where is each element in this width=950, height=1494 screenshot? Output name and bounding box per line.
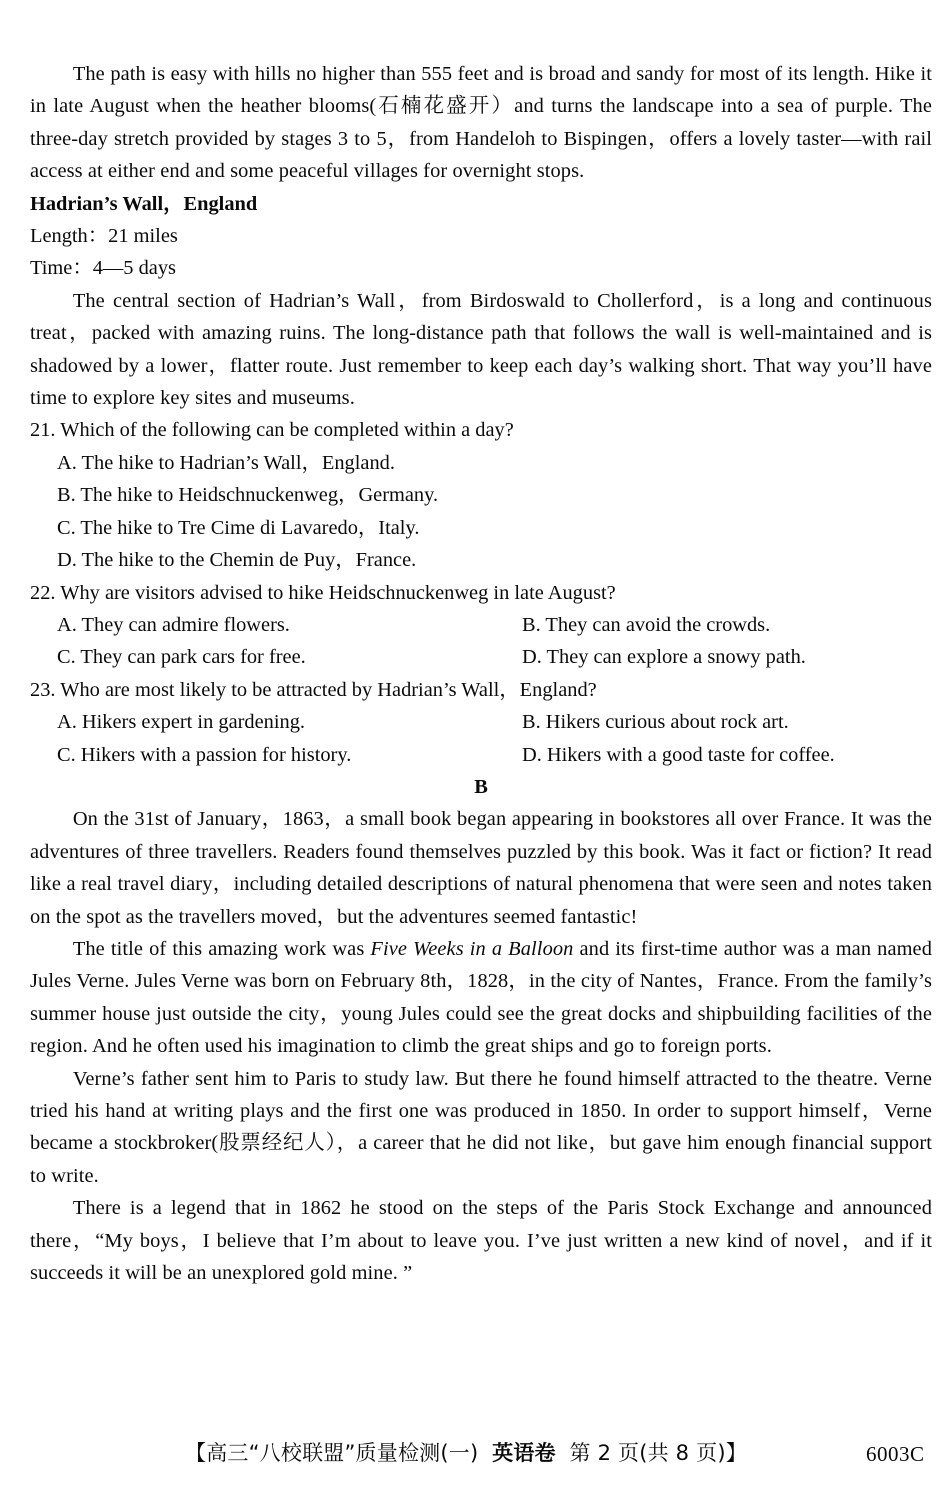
question-23-options-row-1 (30, 706, 932, 738)
page-footer (0, 1438, 950, 1478)
section-b-paragraph-4: There is a legend that in 1862 he stood on the steps of the Paris Stock Exchange and announced there，“My boys，I believe that I’m about to leave you. I’ve just written a new kind of novel，and if it succeeds it will be an unexplored gold mine. ” (30, 1197, 932, 1285)
question-22-stem: 22. Why are visitors advised to hike Heidschnuckenweg in late August? (30, 581, 616, 604)
book-title-five-weeks-in-a-balloon: Five Weeks in a Balloon (370, 937, 574, 960)
page-content (30, 58, 932, 1289)
footer-subject: 英语卷 (492, 1441, 556, 1465)
question-21-option-b[interactable]: B. The hike to Heidschnuckenweg，Germany. (57, 484, 439, 507)
balloon-text-after: and its first-time author was a man named Jules Verne. Jules Verne was born on February 8th，1828，in the city of Nantes，France. From the family’s summer house just outside the city，young Jules could see the great docks and shipbuilding facilities of the region. And he often used his imagination to climb the great ships and go to foreign ports. (30, 937, 933, 1058)
section-b-paragraph-1: On the 31st of January，1863，a small book began appearing in bookstores all over France. It was the adventures of three travellers. Readers found themselves puzzled by this book. Was it fact or fiction? It read like a real travel diary，including detailed descriptions of natural phenomena that were seen and notes taken on the spot as the travellers moved，but the adventures seemed fantastic! (30, 808, 932, 928)
footer-exam-line (185, 1438, 747, 1468)
question-23-option-a[interactable]: A. Hikers expert in gardening. (57, 711, 306, 734)
question-21-stem: 21. Which of the following can be completed within a day? (30, 419, 514, 442)
hadrians-wall-time: Time：4—5 days (30, 257, 176, 280)
footer-page-info: 第 2 页(共 8 页) (569, 1441, 726, 1465)
footer-bracket-open: 【 (185, 1441, 207, 1465)
hadrians-wall-heading: Hadrian’s Wall，England (30, 192, 258, 215)
question-23-options-row-2 (30, 739, 932, 771)
question-21-option-c[interactable]: C. The hike to Tre Cime di Lavaredo，Italy. (57, 516, 420, 539)
question-23-option-c[interactable]: C. Hikers with a passion for history. (57, 743, 352, 766)
question-22-option-b[interactable]: B. They can avoid the crowds. (522, 613, 771, 636)
section-b-paragraph-2 (30, 933, 932, 1063)
section-b-paragraph-3: Verne’s father sent him to Paris to study law. But there he found himself attracted to the theatre. Verne tried his hand at writing plays and the first one was produced in 1850. In order to support himself，Verne became a stockbroker(股票经纪人），a career that he did not like，but gave him enough financial support to write. (30, 1067, 932, 1187)
question-22-option-c[interactable]: C. They can park cars for free. (57, 646, 306, 669)
question-23-option-b[interactable]: B. Hikers curious about rock art. (522, 711, 789, 734)
question-22-options-row-1 (30, 609, 932, 641)
footer-exam-name: 高三“八校联盟”质量检测(一) (206, 1441, 479, 1465)
section-b-letter: B (474, 775, 488, 798)
question-21-option-a[interactable]: A. The hike to Hadrian’s Wall，England. (57, 451, 395, 474)
question-22-option-d[interactable]: D. They can explore a snowy path. (522, 646, 806, 669)
hadrians-wall-paragraph: The central section of Hadrian’s Wall，from Birdoswald to Chollerford，is a long and continuous treat，packed with amazing ruins. The long-distance path that follows the wall is well-maintained and is shadowed by a lower，flatter route. Just remember to keep each day’s walking short. That way you’ll have time to explore key sites and museums. (30, 289, 932, 410)
question-22-options-row-2 (30, 641, 932, 673)
question-23-option-d[interactable]: D. Hikers with a good taste for coffee. (522, 743, 835, 766)
footer-paper-code: 6003C (866, 1442, 925, 1466)
question-21-option-d[interactable]: D. The hike to the Chemin de Puy，France. (57, 549, 417, 572)
question-22-option-a[interactable]: A. They can admire flowers. (57, 613, 290, 636)
balloon-text-before: The title of this amazing work was (72, 937, 371, 960)
footer-bracket-close: 】 (725, 1441, 747, 1465)
hadrians-wall-length: Length：21 miles (30, 225, 178, 248)
question-23-stem: 23. Who are most likely to be attracted by Hadrian’s Wall，England? (30, 678, 597, 701)
passage-a-final-paragraph: The path is easy with hills no higher than 555 feet and is broad and sandy for most of its length. Hike it in late August when the heather blooms(石楠花盛开）and turns the landscape into a sea of purple. The three-day stretch provided by stages 3 to 5，from Handeloh to Bispingen，offers a lovely taster—with rail access at either end and some peaceful villages for overnight stops. (30, 63, 932, 183)
